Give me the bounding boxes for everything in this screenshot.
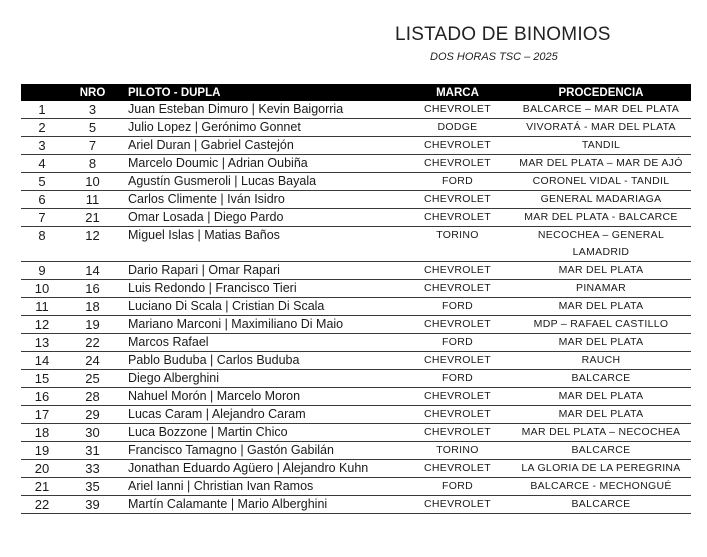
cell-nro: 39	[63, 496, 122, 514]
cell-procedencia: BALCARCE	[511, 370, 691, 388]
cell-piloto: Luciano Di Scala | Cristian Di Scala	[122, 298, 404, 316]
cell-position: 15	[21, 370, 63, 388]
table-row	[21, 227, 691, 262]
cell-marca: CHEVROLET	[404, 137, 511, 155]
cell-procedencia: MAR DEL PLATA – MAR DE AJÓ	[511, 155, 691, 173]
cell-piloto: Martín Calamante | Mario Alberghini	[122, 496, 404, 514]
cell-marca: FORD	[404, 370, 511, 388]
cell-piloto: Diego Alberghini	[122, 370, 404, 388]
cell-position: 7	[21, 209, 63, 227]
cell-procedencia: BALCARCE – MAR DEL PLATA	[511, 101, 691, 119]
cell-procedencia: MAR DEL PLATA	[511, 298, 691, 316]
cell-piloto: Carlos Climente | Iván Isidro	[122, 191, 404, 209]
table-row	[21, 478, 691, 496]
cell-piloto: Dario Rapari | Omar Rapari	[122, 262, 404, 280]
cell-nro: 19	[63, 316, 122, 334]
cell-procedencia: MDP – RAFAEL CASTILLO	[511, 316, 691, 334]
cell-position: 22	[21, 496, 63, 514]
cell-position: 19	[21, 442, 63, 460]
cell-marca: CHEVROLET	[404, 496, 511, 514]
cell-position: 4	[21, 155, 63, 173]
cell-position: 21	[21, 478, 63, 496]
cell-marca: FORD	[404, 173, 511, 191]
cell-procedencia: MAR DEL PLATA - BALCARCE	[511, 209, 691, 227]
cell-marca: FORD	[404, 334, 511, 352]
cell-procedencia: MAR DEL PLATA	[511, 406, 691, 424]
cell-piloto: Lucas Caram | Alejandro Caram	[122, 406, 404, 424]
cell-position: 6	[21, 191, 63, 209]
cell-piloto: Julio Lopez | Gerónimo Gonnet	[122, 119, 404, 137]
cell-marca: DODGE	[404, 119, 511, 137]
cell-procedencia: BALCARCE	[511, 496, 691, 514]
cell-piloto: Agustín Gusmeroli | Lucas Bayala	[122, 173, 404, 191]
binomios-table	[21, 84, 691, 514]
document-subtitle: DOS HORAS TSC – 2025	[430, 51, 558, 63]
table-row	[21, 352, 691, 370]
cell-nro: 16	[63, 280, 122, 298]
cell-marca: CHEVROLET	[404, 155, 511, 173]
cell-position: 13	[21, 334, 63, 352]
cell-marca: CHEVROLET	[404, 262, 511, 280]
cell-marca: CHEVROLET	[404, 352, 511, 370]
cell-nro: 3	[63, 101, 122, 119]
cell-position: 12	[21, 316, 63, 334]
cell-nro: 7	[63, 137, 122, 155]
table-row	[21, 191, 691, 209]
cell-marca: CHEVROLET	[404, 101, 511, 119]
cell-marca: CHEVROLET	[404, 406, 511, 424]
cell-position: 8	[21, 227, 63, 262]
cell-marca: FORD	[404, 478, 511, 496]
column-header-procedencia: PROCEDENCIA	[511, 84, 691, 101]
column-header-piloto: PILOTO - DUPLA	[122, 84, 404, 101]
table-row	[21, 155, 691, 173]
cell-position: 10	[21, 280, 63, 298]
cell-position: 11	[21, 298, 63, 316]
cell-marca: CHEVROLET	[404, 191, 511, 209]
column-header-nro: NRO	[63, 84, 122, 101]
cell-nro: 31	[63, 442, 122, 460]
cell-procedencia	[511, 227, 691, 262]
cell-procedencia: CORONEL VIDAL - TANDIL	[511, 173, 691, 191]
cell-piloto: Ariel Ianni | Christian Ivan Ramos	[122, 478, 404, 496]
cell-nro: 24	[63, 352, 122, 370]
cell-marca: TORINO	[404, 227, 511, 262]
table-row	[21, 334, 691, 352]
cell-marca: TORINO	[404, 442, 511, 460]
cell-position: 9	[21, 262, 63, 280]
cell-nro: 12	[63, 227, 122, 262]
cell-piloto: Juan Esteban Dimuro | Kevin Baigorria	[122, 101, 404, 119]
cell-piloto: Pablo Buduba | Carlos Buduba	[122, 352, 404, 370]
cell-piloto: Miguel Islas | Matias Baños	[122, 227, 404, 262]
table-row	[21, 280, 691, 298]
cell-nro: 5	[63, 119, 122, 137]
cell-piloto: Marcos Rafael	[122, 334, 404, 352]
cell-procedencia: MAR DEL PLATA	[511, 262, 691, 280]
cell-procedencia: MAR DEL PLATA	[511, 388, 691, 406]
table-row	[21, 173, 691, 191]
cell-position: 3	[21, 137, 63, 155]
header-row	[21, 84, 691, 101]
column-header-position	[21, 84, 63, 101]
table-row	[21, 262, 691, 280]
cell-piloto: Nahuel Morón | Marcelo Moron	[122, 388, 404, 406]
cell-nro: 8	[63, 155, 122, 173]
column-header-marca: MARCA	[404, 84, 511, 101]
cell-position: 16	[21, 388, 63, 406]
cell-position: 14	[21, 352, 63, 370]
cell-piloto: Ariel Duran | Gabriel Castejón	[122, 137, 404, 155]
cell-nro: 22	[63, 334, 122, 352]
cell-procedencia: GENERAL MADARIAGA	[511, 191, 691, 209]
cell-nro: 14	[63, 262, 122, 280]
cell-nro: 10	[63, 173, 122, 191]
cell-nro: 25	[63, 370, 122, 388]
cell-procedencia: PINAMAR	[511, 280, 691, 298]
cell-procedencia: BALCARCE - MECHONGUÉ	[511, 478, 691, 496]
cell-nro: 11	[63, 191, 122, 209]
table-row	[21, 209, 691, 227]
cell-marca: CHEVROLET	[404, 209, 511, 227]
cell-piloto: Omar Losada | Diego Pardo	[122, 209, 404, 227]
cell-nro: 30	[63, 424, 122, 442]
cell-nro: 28	[63, 388, 122, 406]
cell-position: 20	[21, 460, 63, 478]
cell-piloto: Luca Bozzone | Martin Chico	[122, 424, 404, 442]
cell-nro: 33	[63, 460, 122, 478]
cell-piloto: Marcelo Doumic | Adrian Oubiña	[122, 155, 404, 173]
cell-position: 17	[21, 406, 63, 424]
table-row	[21, 424, 691, 442]
cell-procedencia: MAR DEL PLATA	[511, 334, 691, 352]
cell-procedencia-text: NECOCHEA – GENERAL LAMADRID	[537, 229, 665, 258]
cell-position: 1	[21, 101, 63, 119]
cell-position: 2	[21, 119, 63, 137]
cell-piloto: Luis Redondo | Francisco Tieri	[122, 280, 404, 298]
cell-procedencia: LA GLORIA DE LA PEREGRINA	[511, 460, 691, 478]
table-row	[21, 496, 691, 514]
cell-position: 5	[21, 173, 63, 191]
cell-marca: CHEVROLET	[404, 316, 511, 334]
cell-piloto: Jonathan Eduardo Agüero | Alejandro Kuhn	[122, 460, 404, 478]
table-row	[21, 119, 691, 137]
cell-marca: CHEVROLET	[404, 388, 511, 406]
table-row	[21, 137, 691, 155]
cell-nro: 18	[63, 298, 122, 316]
table-row	[21, 298, 691, 316]
cell-nro: 29	[63, 406, 122, 424]
cell-procedencia: BALCARCE	[511, 442, 691, 460]
table-row	[21, 101, 691, 119]
table-row	[21, 316, 691, 334]
cell-nro: 21	[63, 209, 122, 227]
table-header	[21, 84, 691, 101]
cell-nro: 35	[63, 478, 122, 496]
cell-position: 18	[21, 424, 63, 442]
table-row	[21, 370, 691, 388]
table-row	[21, 442, 691, 460]
cell-piloto: Mariano Marconi | Maximiliano Di Maio	[122, 316, 404, 334]
cell-procedencia: MAR DEL PLATA – NECOCHEA	[511, 424, 691, 442]
cell-marca: FORD	[404, 298, 511, 316]
cell-procedencia: TANDIL	[511, 137, 691, 155]
table-row	[21, 388, 691, 406]
cell-piloto: Francisco Tamagno | Gastón Gabilán	[122, 442, 404, 460]
table-body	[21, 101, 691, 514]
document-title: LISTADO DE BINOMIOS	[395, 24, 611, 45]
table-row	[21, 406, 691, 424]
table-row	[21, 460, 691, 478]
cell-procedencia: VIVORATÁ - MAR DEL PLATA	[511, 119, 691, 137]
cell-marca: CHEVROLET	[404, 460, 511, 478]
cell-procedencia: RAUCH	[511, 352, 691, 370]
cell-marca: CHEVROLET	[404, 424, 511, 442]
cell-marca: CHEVROLET	[404, 280, 511, 298]
